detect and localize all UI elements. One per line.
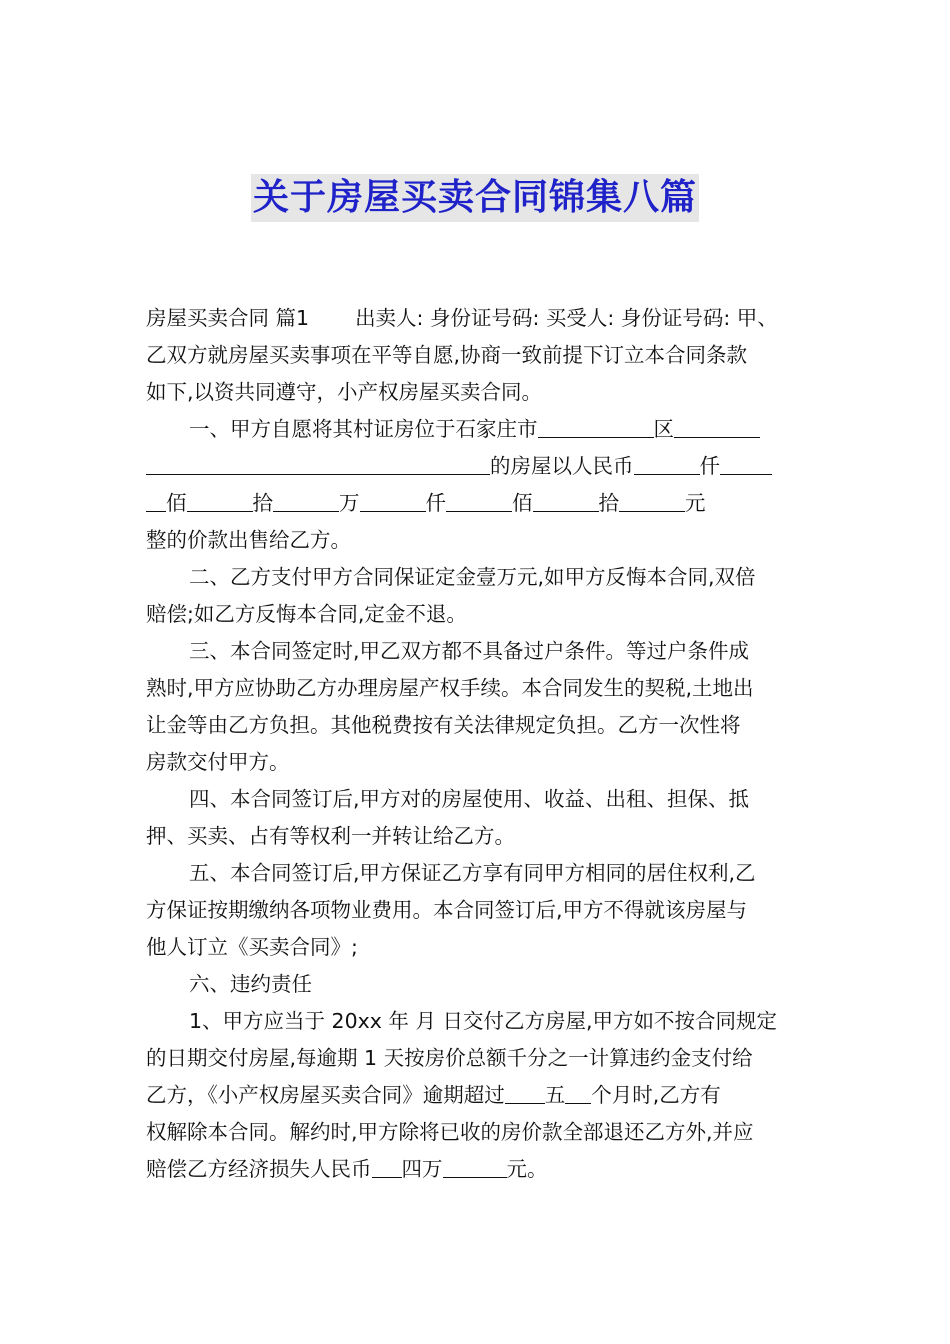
clause-1-text-a: 一、甲方自愿将其村证房位于石家庄市 xyxy=(189,417,538,441)
clause-6-text-1: 1、甲方应当于 20xx 年 月 日交付乙方房屋,甲方如不按合同规定 xyxy=(189,1009,777,1033)
clause-1-line-4: 整的价款出售给乙方。 xyxy=(146,528,351,552)
document-body xyxy=(146,300,806,1188)
blank-months xyxy=(505,1083,545,1105)
clause-4-text-1: 四、本合同签订后,甲方对的房屋使用、收益、出租、担保、抵 xyxy=(189,787,750,811)
clause-1-text-b: 区 xyxy=(653,417,674,441)
clause-3 xyxy=(146,633,806,781)
blank-compensation xyxy=(372,1157,402,1179)
blank-amount xyxy=(720,454,772,476)
clause-2-line-2: 赔偿;如乙方反悔本合同,定金不退。 xyxy=(146,602,467,626)
clause-3-line-2: 熟时,甲方应协助乙方办理房屋产权手续。本合同发生的契税,土地出 xyxy=(146,676,754,700)
blank-amount xyxy=(187,491,253,513)
clause-1-line-2 xyxy=(146,448,806,485)
clause-3-line-1 xyxy=(146,633,806,670)
clause-6-text-3c: 个月时,乙方有 xyxy=(591,1083,721,1107)
clause-5-line-2: 方保证按期缴纳各项物业费用。本合同签订后,甲方不得就该房屋与 xyxy=(146,898,748,922)
clause-6-item-1 xyxy=(146,1003,806,1188)
blank-amount xyxy=(360,491,426,513)
clause-2-text-1: 二、乙方支付甲方合同保证定金壹万元,如甲方反悔本合同,双倍 xyxy=(189,565,756,589)
blank-amount xyxy=(619,491,685,513)
filled-months: 五 xyxy=(544,1083,566,1107)
blank-address xyxy=(146,454,490,476)
clause-5-line-3: 他人订立《买卖合同》; xyxy=(146,935,358,959)
intro-line-2: 乙双方就房屋买卖事项在平等自愿,协商一致前提下订立本合同条款 xyxy=(146,343,748,367)
clause-5 xyxy=(146,855,806,966)
clause-6-heading-line xyxy=(146,966,806,1003)
blank-amount xyxy=(446,491,512,513)
clause-1-text-h: 仟 xyxy=(425,491,446,515)
clause-1-text-f: 拾 xyxy=(252,491,273,515)
clause-1-line-1 xyxy=(146,411,806,448)
clause-3-text-1: 三、本合同签定时,甲乙双方都不具备过户条件。等过户条件成 xyxy=(189,639,750,663)
clause-6-line-3 xyxy=(146,1077,806,1114)
clause-1-text-e: 佰 xyxy=(166,491,187,515)
clause-4-line-2: 押、买卖、占有等权利一并转让给乙方。 xyxy=(146,824,515,848)
clause-6-heading-text: 六、违约责任 xyxy=(189,972,312,996)
blank-months xyxy=(565,1083,591,1105)
clause-1-text-k: 元 xyxy=(685,491,706,515)
clause-6-line-4: 权解除本合同。解约时,甲方除将已收的房价款全部退还乙方外,并应 xyxy=(146,1120,754,1144)
clause-1-text-g: 万 xyxy=(339,491,360,515)
blank-amount xyxy=(146,491,166,513)
clause-6-line-5 xyxy=(146,1151,806,1188)
clause-1-text-i: 佰 xyxy=(512,491,533,515)
document-title: 关于房屋买卖合同锦集八篇 xyxy=(251,174,699,222)
intro-heading: 房屋买卖合同 篇1 xyxy=(146,306,310,330)
intro-line-1 xyxy=(146,300,806,337)
clause-1-line-3 xyxy=(146,485,806,522)
blank-compensation xyxy=(443,1157,507,1179)
clause-1-text-j: 拾 xyxy=(598,491,619,515)
clause-2-line-1 xyxy=(146,559,806,596)
intro-parties: 出卖人: 身份证号码: 买受人: 身份证号码: 甲、 xyxy=(355,306,778,330)
clause-5-line-1 xyxy=(146,855,806,892)
clause-6-text-5a: 赔偿乙方经济损失人民币 xyxy=(146,1157,372,1181)
blank-city xyxy=(538,417,654,439)
clause-5-text-1: 五、本合同签订后,甲方保证乙方享有同甲方相同的居住权利,乙 xyxy=(189,861,756,885)
clause-4-line-1 xyxy=(146,781,806,818)
clause-1 xyxy=(146,411,806,559)
intro-line-3: 如下,以资共同遵守，小产权房屋买卖合同。 xyxy=(146,380,543,404)
filled-compensation: 四万 xyxy=(401,1157,443,1181)
clause-2 xyxy=(146,559,806,633)
blank-amount xyxy=(273,491,339,513)
clause-6-heading xyxy=(146,966,806,1003)
clause-3-line-4: 房款交付甲方。 xyxy=(146,750,290,774)
blank-amount xyxy=(634,454,700,476)
blank-amount xyxy=(533,491,599,513)
intro-paragraph xyxy=(146,300,806,411)
clause-6-line-1 xyxy=(146,1003,806,1040)
clause-6-text-3a: 乙方，《小产权房屋买卖合同》逾期超过 xyxy=(146,1083,505,1107)
clause-4 xyxy=(146,781,806,855)
clause-3-line-3: 让金等由乙方负担。其他税费按有关法律规定负担。乙方一次性将 xyxy=(146,713,741,737)
clause-6-line-2: 的日期交付房屋,每逾期 1 天按房价总额千分之一计算违约金支付给 xyxy=(146,1046,753,1070)
title-container xyxy=(0,174,950,222)
clause-6-text-5c: 元。 xyxy=(506,1157,548,1181)
clause-1-text-d: 仟 xyxy=(699,454,720,478)
clause-1-text-c: 的房屋以人民币 xyxy=(490,454,634,478)
blank-district xyxy=(674,417,760,439)
